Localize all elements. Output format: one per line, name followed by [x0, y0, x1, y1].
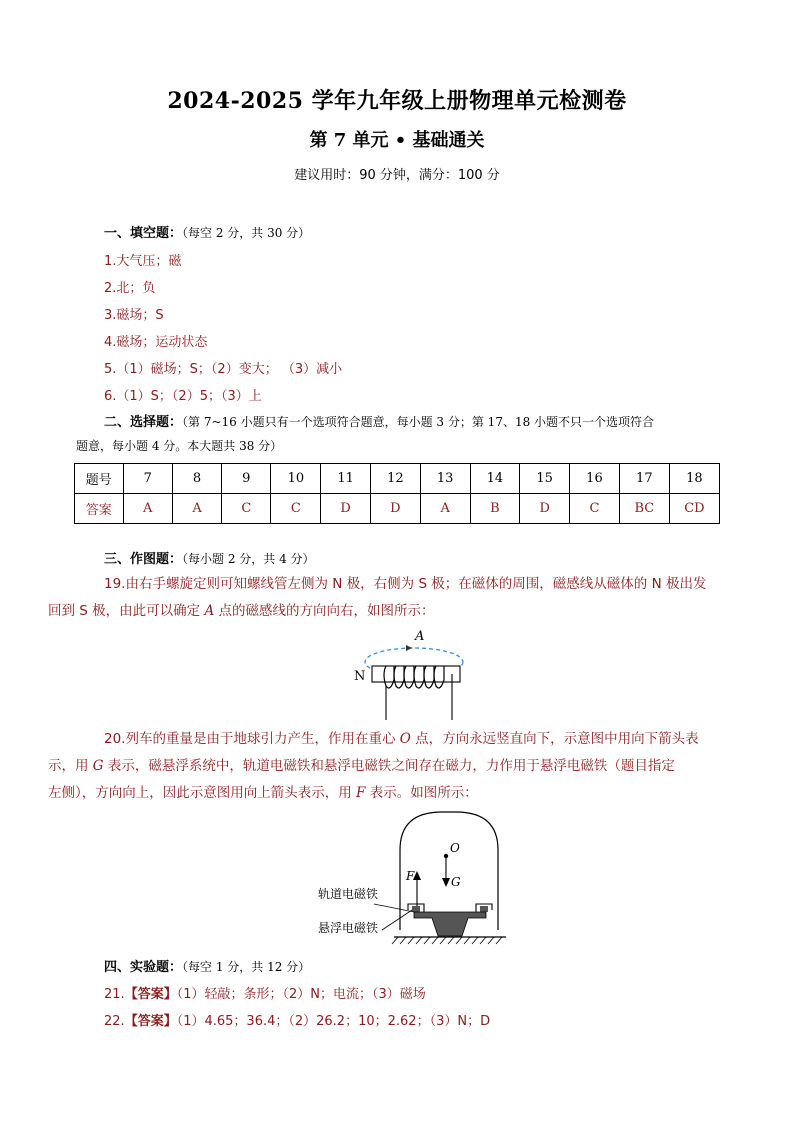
choice-answer: A: [123, 494, 172, 524]
question-number: 11: [321, 464, 371, 494]
ground-hatching: [392, 937, 502, 944]
q20-line: 左侧），方向向上，因此示意图用向上箭头表示，用 F 表示。如图所示：: [48, 785, 478, 801]
table-row-answers: [75, 494, 720, 524]
choice-answer: CD: [669, 494, 719, 524]
q20-explanation: [48, 726, 720, 807]
track-magnet-label: 轨道电磁铁: [318, 887, 379, 901]
q20-line: 示，用 G 表示，磁悬浮系统中，轨道电磁铁和悬浮电磁铁之间存在磁力，力作用于悬浮电磁铁（题目指定: [48, 758, 675, 774]
row-header: 答案: [75, 494, 124, 524]
choice-answer: D: [321, 494, 371, 524]
question-number: 8: [172, 464, 221, 494]
point-o-var: O: [399, 731, 411, 747]
row-header: 题号: [75, 464, 124, 494]
answer-tag: 【答案】: [124, 987, 177, 1002]
question-number: 14: [470, 464, 520, 494]
section-note-cont: 题意，每小题 4 分。本大题共 38 分）: [76, 439, 283, 453]
maglev-figure: [300, 808, 510, 948]
time-info: 建议用时：90 分钟，满分：100 分: [294, 168, 500, 183]
choice-answer: C: [222, 494, 271, 524]
g-label: G: [451, 875, 461, 889]
choice-answer: A: [172, 494, 221, 524]
section-note: （每空 1 分，共 12 分）: [182, 960, 311, 974]
section-fill-blank-heading: [104, 222, 310, 241]
section-title: 四、实验题：: [104, 960, 183, 975]
section-choice-heading: [104, 411, 724, 430]
section-drawing-heading: [104, 548, 315, 567]
q19-line: 19.由右手螺旋定则可知螺线管左侧为 N 极，右侧为 S 极；在磁体的周围，磁感线从磁体的 N 极出发: [104, 576, 707, 592]
table-row-questions: [75, 464, 720, 494]
answer-line: 5.（1）磁场；S；（2）变大； （3）减小: [104, 362, 343, 377]
question-number: 17: [619, 464, 669, 494]
q19-explanation: [48, 571, 720, 625]
field-direction-arrow: [406, 645, 412, 651]
question-number: 13: [420, 464, 470, 494]
section-experiment-heading: [104, 956, 310, 975]
solenoid-figure: [340, 626, 470, 726]
page-title: 2024-2025 学年九年级上册物理单元检测卷: [167, 88, 627, 114]
choice-answer: BC: [619, 494, 669, 524]
answer-line: 3.磁场；S: [104, 308, 164, 323]
question-number: 18: [669, 464, 719, 494]
leader-line-levitation: [382, 910, 412, 930]
levitation-magnet-left: [412, 906, 420, 912]
section-note: （第 7~16 小题只有一个选项符合题意，每小题 3 分；第 17、18 小题不只一个选项符合: [182, 415, 655, 429]
answer-line: 6.（1）S；（2）5；（3）上: [104, 389, 262, 404]
question-number: 7: [123, 464, 172, 494]
g-var: G: [92, 758, 104, 774]
f-label: F: [406, 869, 415, 883]
choice-answer: D: [371, 494, 421, 524]
answer-line: 1.大气压；磁: [104, 254, 182, 269]
answer-line: 2.北；负: [104, 281, 156, 296]
choice-answer-table: [74, 463, 720, 524]
question-number: 9: [222, 464, 271, 494]
f-var: F: [356, 785, 366, 801]
section-note: （每空 2 分，共 30 分）: [182, 226, 311, 240]
choice-answer: B: [470, 494, 520, 524]
gravity-arrowhead: [442, 878, 450, 887]
question-number: 16: [570, 464, 620, 494]
center-of-gravity: [444, 854, 448, 858]
n-pole-label: N: [354, 669, 366, 684]
q21-answer: 21.【答案】（1）轻敲；条形；（2）N；电流；（3）磁场: [104, 987, 426, 1002]
q22-answer: 22.【答案】（1）4.65；36.4；（2）26.2；10；2.62；（3）N；D: [104, 1014, 491, 1029]
track-rail: [414, 912, 486, 936]
levitation-magnet-label: 悬浮电磁铁: [318, 921, 379, 935]
choice-answer: C: [271, 494, 321, 524]
answer-tag: 【答案】: [124, 1014, 177, 1029]
section-note: （每小题 2 分，共 4 分）: [182, 552, 315, 566]
answer-line: 4.磁场；运动状态: [104, 335, 208, 350]
levitation-magnet-right: [480, 906, 488, 912]
section-title: 一、填空题：: [104, 226, 183, 241]
choice-answer: D: [520, 494, 570, 524]
section-title: 二、选择题：: [104, 415, 183, 430]
question-number: 15: [520, 464, 570, 494]
choice-answer: C: [570, 494, 620, 524]
point-a-label: A: [415, 629, 425, 644]
question-number: 10: [271, 464, 321, 494]
page-subtitle: 第 7 单元 • 基础通关: [309, 130, 485, 151]
section-title: 三、作图题：: [104, 552, 183, 567]
point-a-var: A: [204, 603, 215, 619]
q20-line: 20.列车的重量是由于地球引力产生，作用在重心 O 点，方向永远竖直向下，示意图中用向下箭头表: [104, 731, 699, 747]
choice-answer: A: [420, 494, 470, 524]
q19-line: 回到 S 极，由此可以确定 A 点的磁感线的方向向右，如图所示：: [48, 603, 435, 619]
question-number: 12: [371, 464, 421, 494]
o-label: O: [450, 841, 460, 855]
